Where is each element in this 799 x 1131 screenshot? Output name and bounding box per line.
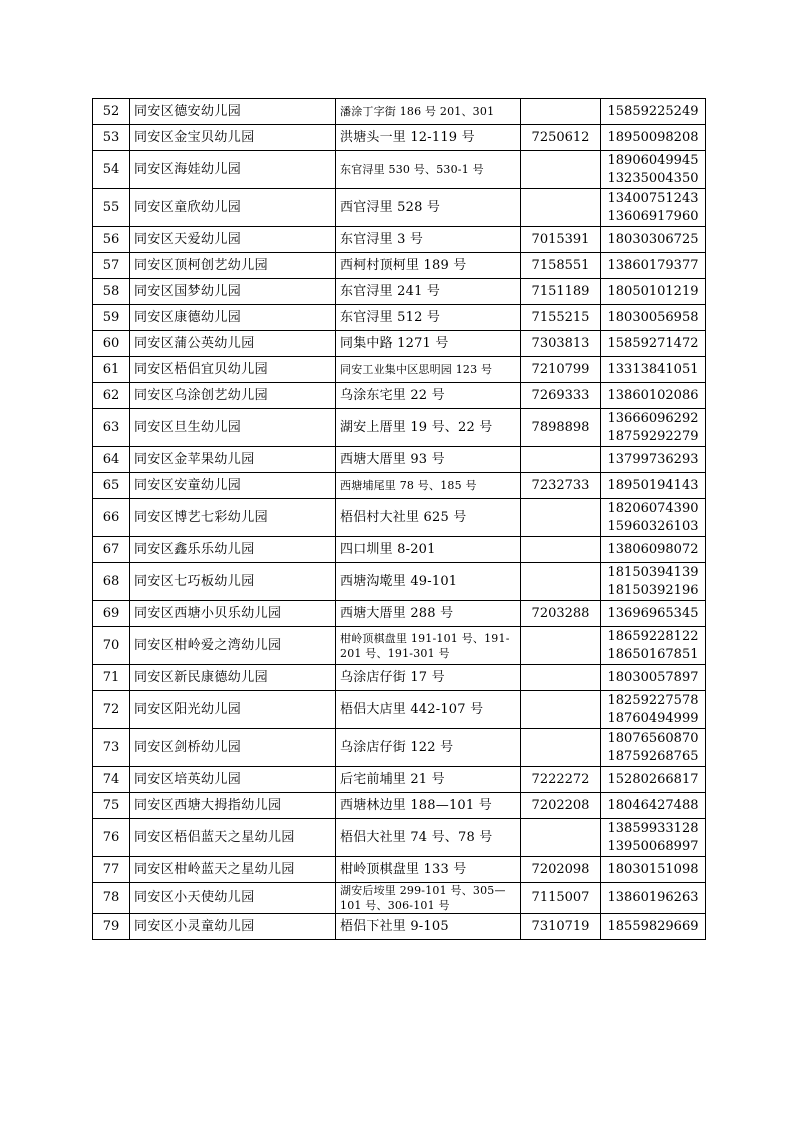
phone-number [521,563,601,601]
mobile-number: 13606917960 [607,208,699,224]
kindergarten-name: 同安区柑岭爱之湾幼儿园 [130,627,336,665]
mobile-number: 13859933128 [607,820,699,836]
kindergarten-name: 同安区西塘小贝乐幼儿园 [130,601,336,627]
mobile-number: 15960326103 [607,518,699,534]
table-row [93,125,706,151]
phone-number: 7202208 [521,793,601,819]
mobile-numbers [601,151,706,189]
phone-number: 7232733 [521,473,601,499]
mobile-number: 13860179377 [607,257,699,273]
table-row [93,627,706,665]
kindergarten-name: 同安区天爱幼儿园 [130,227,336,253]
row-number: 58 [93,279,130,305]
row-number: 68 [93,563,130,601]
phone-number: 7151189 [521,279,601,305]
kindergarten-name: 同安区顶柯创艺幼儿园 [130,253,336,279]
table-row [93,227,706,253]
row-number: 65 [93,473,130,499]
phone-number [521,99,601,125]
mobile-number: 18030056958 [607,309,699,325]
table-row [93,253,706,279]
kindergarten-name: 同安区西塘大拇指幼儿园 [130,793,336,819]
kindergarten-name: 同安区蒲公英幼儿园 [130,331,336,357]
table-row [93,601,706,627]
table-row [93,447,706,473]
phone-number [521,499,601,537]
row-number: 74 [93,767,130,793]
mobile-number: 18759268765 [607,748,699,764]
mobile-number: 13666096292 [607,410,699,426]
mobile-numbers [601,473,706,499]
mobile-number: 18760494999 [607,710,699,726]
row-number: 60 [93,331,130,357]
kindergarten-address: 乌涂店仔街 17 号 [336,665,521,691]
mobile-number: 13860196263 [607,890,699,905]
phone-number [521,447,601,473]
kindergarten-name: 同安区柑岭蓝天之星幼儿园 [130,857,336,883]
row-number: 54 [93,151,130,189]
kindergarten-address: 西柯村顶柯里 189 号 [336,253,521,279]
mobile-number: 18150392196 [607,582,699,598]
kindergarten-name: 同安区金宝贝幼儿园 [130,125,336,151]
mobile-number: 18559829669 [607,918,699,934]
mobile-number: 18150394139 [607,564,699,580]
mobile-numbers [601,883,706,914]
mobile-number: 18950194143 [607,477,699,493]
mobile-numbers [601,279,706,305]
row-number: 75 [93,793,130,819]
kindergarten-name: 同安区七巧板幼儿园 [130,563,336,601]
table-row [93,537,706,563]
mobile-number: 18030151098 [607,861,699,877]
table-row [93,665,706,691]
mobile-number: 18659228122 [607,628,699,644]
kindergarten-address: 梧侣村大社里 625 号 [336,499,521,537]
table-row [93,499,706,537]
table-row [93,189,706,227]
kindergarten-name: 同安区剑桥幼儿园 [130,729,336,767]
kindergarten-name: 同安区德安幼儿园 [130,99,336,125]
phone-number: 7303813 [521,331,601,357]
kindergarten-address: 东官浔里 3 号 [336,227,521,253]
table-row [93,151,706,189]
kindergarten-name: 同安区康德幼儿园 [130,305,336,331]
table-row [93,473,706,499]
kindergarten-address: 西塘沟墘里 49-101 [336,563,521,601]
kindergarten-address: 湖安上厝里 19 号、22 号 [336,409,521,447]
mobile-numbers [601,409,706,447]
table-row [93,691,706,729]
mobile-numbers [601,499,706,537]
phone-number: 7210799 [521,357,601,383]
table-row [93,857,706,883]
row-number: 61 [93,357,130,383]
kindergarten-address: 乌涂东宅里 22 号 [336,383,521,409]
mobile-number: 18759292279 [607,428,699,444]
kindergarten-address: 柑岭顶棋盘里 133 号 [336,857,521,883]
kindergarten-address: 湖安后垵里 299-101 号、305—101 号、306-101 号 [336,883,521,914]
kindergarten-name: 同安区博艺七彩幼儿园 [130,499,336,537]
kindergarten-address: 柑岭顶棋盘里 191-101 号、191-201 号、191-301 号 [336,627,521,665]
kindergarten-address: 西塘大厝里 288 号 [336,601,521,627]
mobile-number: 13950068997 [607,838,699,854]
mobile-numbers [601,601,706,627]
row-number: 77 [93,857,130,883]
kindergarten-name: 同安区乌涂创艺幼儿园 [130,383,336,409]
mobile-numbers [601,767,706,793]
mobile-number: 13235004350 [607,170,699,186]
phone-number: 7269333 [521,383,601,409]
mobile-numbers [601,819,706,857]
row-number: 64 [93,447,130,473]
mobile-number: 18030057897 [607,669,699,685]
kindergarten-name: 同安区小天使幼儿园 [130,883,336,914]
row-number: 78 [93,883,130,914]
kindergarten-address: 同集中路 1271 号 [336,331,521,357]
mobile-numbers [601,383,706,409]
mobile-number: 18650167851 [607,646,699,662]
mobile-number: 18906049945 [607,152,699,168]
row-number: 53 [93,125,130,151]
table-row [93,793,706,819]
kindergarten-name: 同安区梧侣蓝天之星幼儿园 [130,819,336,857]
phone-number [521,537,601,563]
row-number: 67 [93,537,130,563]
table-row [93,819,706,857]
mobile-number: 15280266817 [607,771,699,787]
row-number: 57 [93,253,130,279]
kindergarten-name: 同安区金苹果幼儿园 [130,447,336,473]
phone-number: 7898898 [521,409,601,447]
kindergarten-address: 东官浔里 512 号 [336,305,521,331]
kindergarten-address: 同安工业集中区思明园 123 号 [336,357,521,383]
row-number: 63 [93,409,130,447]
phone-number [521,729,601,767]
phone-number: 7155215 [521,305,601,331]
table-row [93,914,706,940]
mobile-numbers [601,627,706,665]
phone-number: 7115007 [521,883,601,914]
mobile-numbers [601,563,706,601]
phone-number: 7015391 [521,227,601,253]
mobile-number: 13860102086 [607,387,699,403]
kindergarten-address: 乌涂店仔街 122 号 [336,729,521,767]
table-row [93,279,706,305]
phone-number: 7310719 [521,914,601,940]
phone-number [521,819,601,857]
kindergarten-address: 洪塘头一里 12-119 号 [336,125,521,151]
table-row [93,383,706,409]
phone-number: 7222272 [521,767,601,793]
kindergarten-address: 梧侣大店里 442-107 号 [336,691,521,729]
kindergarten-name: 同安区梧侣宜贝幼儿园 [130,357,336,383]
kindergarten-name: 同安区鑫乐乐幼儿园 [130,537,336,563]
mobile-numbers [601,99,706,125]
table-row [93,331,706,357]
mobile-number: 18076560870 [607,730,699,746]
phone-number: 7202098 [521,857,601,883]
mobile-numbers [601,189,706,227]
table-row [93,99,706,125]
phone-number [521,189,601,227]
table-row [93,357,706,383]
kindergarten-address: 西塘林边里 188—101 号 [336,793,521,819]
row-number: 56 [93,227,130,253]
row-number: 66 [93,499,130,537]
kindergarten-address: 四口圳里 8-201 [336,537,521,563]
mobile-numbers [601,227,706,253]
mobile-numbers [601,447,706,473]
mobile-number: 18950098208 [607,129,699,145]
row-number: 52 [93,99,130,125]
kindergarten-name: 同安区童欣幼儿园 [130,189,336,227]
table-row [93,767,706,793]
kindergarten-table [92,98,706,940]
row-number: 79 [93,914,130,940]
kindergarten-name: 同安区小灵童幼儿园 [130,914,336,940]
row-number: 72 [93,691,130,729]
row-number: 70 [93,627,130,665]
row-number: 76 [93,819,130,857]
mobile-number: 18030306725 [607,231,699,247]
mobile-numbers [601,253,706,279]
phone-number [521,151,601,189]
table-row [93,563,706,601]
mobile-number: 18046427488 [607,797,699,813]
kindergarten-address: 西塘埔尾里 78 号、185 号 [336,473,521,499]
mobile-numbers [601,537,706,563]
kindergarten-name: 同安区国梦幼儿园 [130,279,336,305]
mobile-numbers [601,857,706,883]
mobile-number: 18259227578 [607,692,699,708]
phone-number: 7158551 [521,253,601,279]
mobile-numbers [601,125,706,151]
row-number: 59 [93,305,130,331]
row-number: 69 [93,601,130,627]
kindergarten-address: 东官浔里 530 号、530-1 号 [336,151,521,189]
row-number: 55 [93,189,130,227]
table-row [93,729,706,767]
phone-number [521,627,601,665]
mobile-numbers [601,305,706,331]
mobile-number: 13696965345 [607,605,699,621]
phone-number [521,665,601,691]
kindergarten-address: 潘涂丁字街 186 号 201、301 [336,99,521,125]
kindergarten-name: 同安区阳光幼儿园 [130,691,336,729]
mobile-numbers [601,729,706,767]
mobile-numbers [601,357,706,383]
kindergarten-name: 同安区海娃幼儿园 [130,151,336,189]
mobile-numbers [601,331,706,357]
mobile-number: 13806098072 [607,541,699,557]
mobile-numbers [601,665,706,691]
mobile-number: 15859271472 [607,335,699,351]
mobile-numbers [601,793,706,819]
kindergarten-name: 同安区安童幼儿园 [130,473,336,499]
kindergarten-address: 梧侣大社里 74 号、78 号 [336,819,521,857]
kindergarten-address: 西塘大厝里 93 号 [336,447,521,473]
mobile-number: 18050101219 [607,283,699,299]
row-number: 71 [93,665,130,691]
table-row [93,409,706,447]
kindergarten-name: 同安区培英幼儿园 [130,767,336,793]
row-number: 62 [93,383,130,409]
mobile-numbers [601,914,706,940]
mobile-number: 13313841051 [607,361,699,377]
kindergarten-name: 同安区新民康德幼儿园 [130,665,336,691]
kindergarten-address: 梧侣下社里 9-105 [336,914,521,940]
kindergarten-address: 东官浔里 241 号 [336,279,521,305]
table-row [93,883,706,914]
kindergarten-address: 后宅前埔里 21 号 [336,767,521,793]
row-number: 73 [93,729,130,767]
mobile-number: 18206074390 [607,500,699,516]
kindergarten-address: 西官浔里 528 号 [336,189,521,227]
mobile-number: 13799736293 [607,451,699,467]
phone-number: 7250612 [521,125,601,151]
mobile-number: 15859225249 [607,103,699,119]
table-row [93,305,706,331]
kindergarten-table-body [93,99,706,940]
phone-number [521,691,601,729]
mobile-numbers [601,691,706,729]
kindergarten-name: 同安区旦生幼儿园 [130,409,336,447]
phone-number: 7203288 [521,601,601,627]
mobile-number: 13400751243 [607,190,699,206]
